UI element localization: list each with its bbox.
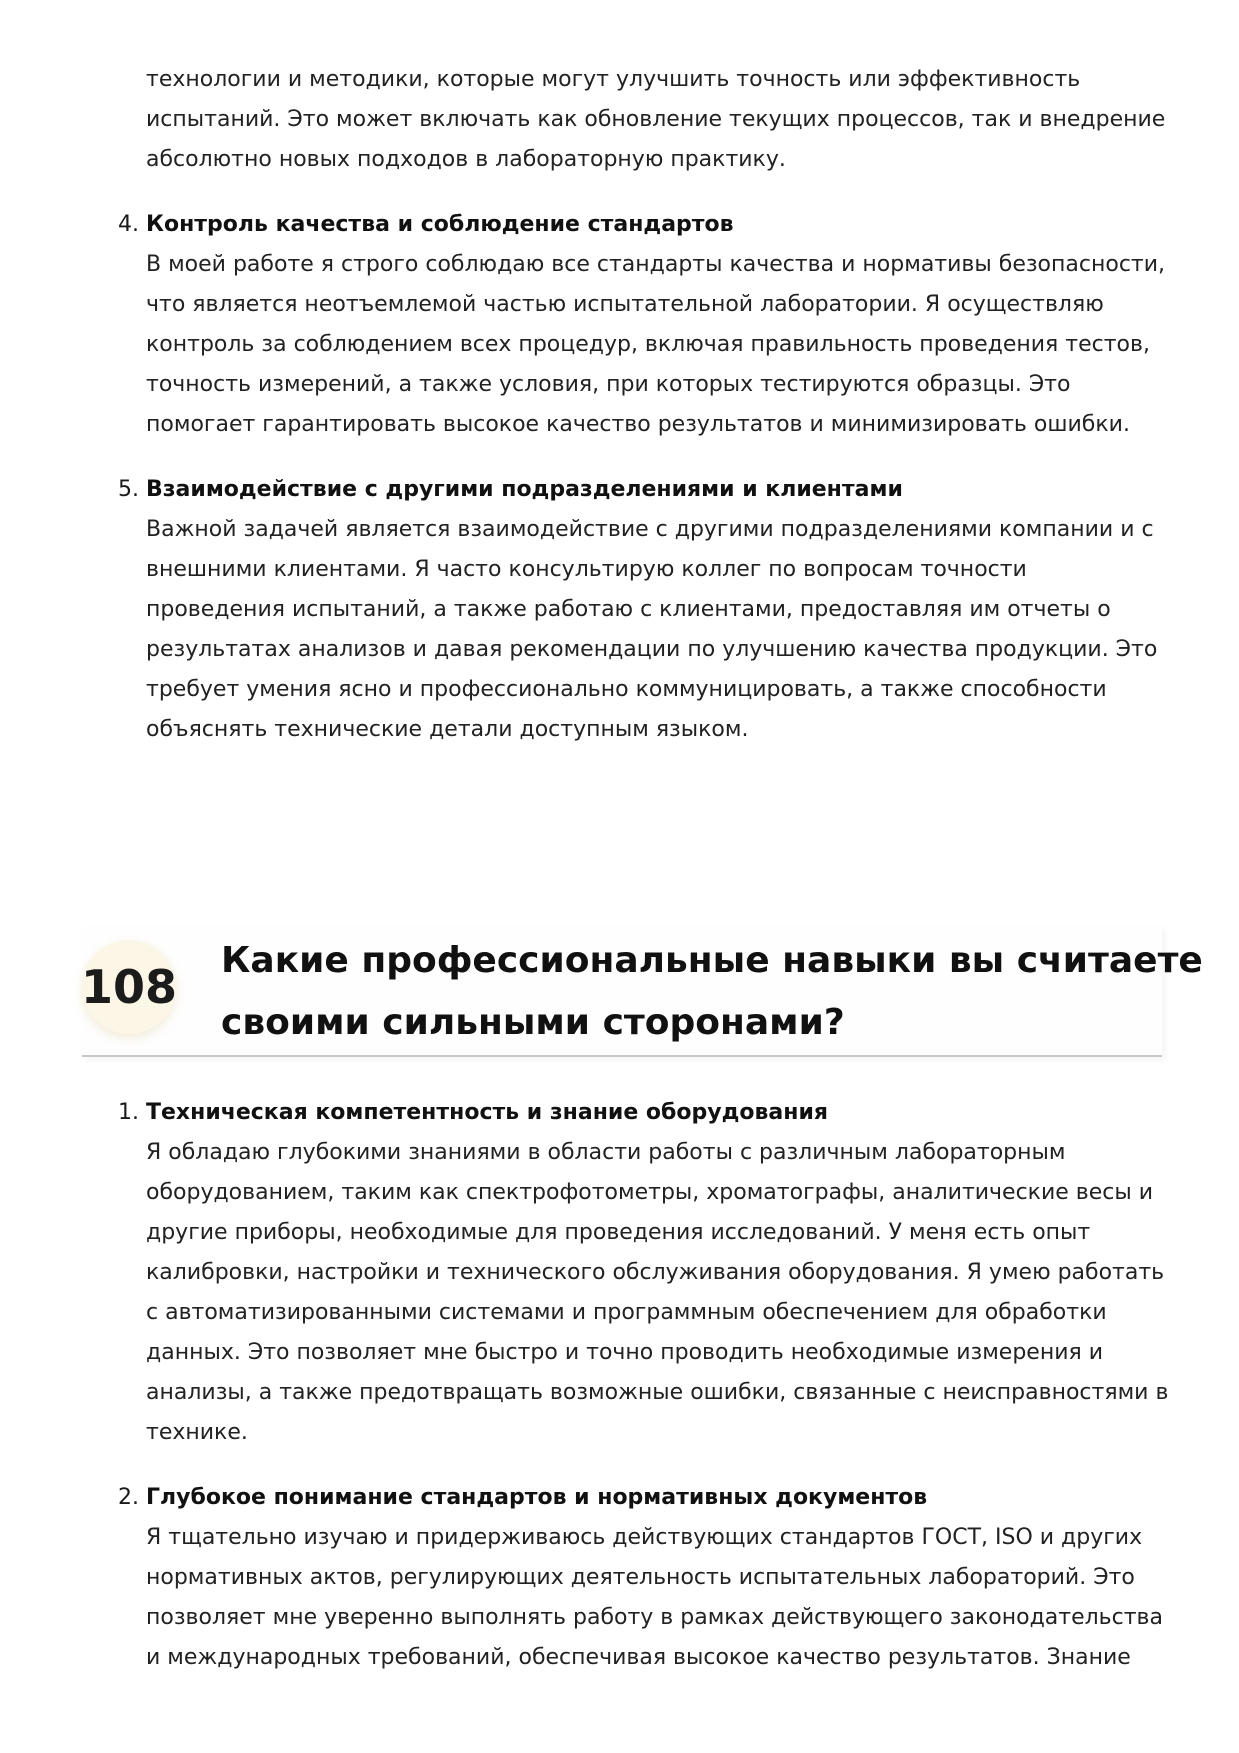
list-bottom-item-2 (0, 1478, 1164, 1678)
body-line: позволяет мне уверенно выполнять работу в рамках действующего законодательства (146, 1605, 1164, 1630)
list-item-body (146, 1518, 1164, 1678)
body-line: внешними клиентами. Я часто консультирую коллег по вопросам точности (146, 557, 1027, 582)
intro-line: абсолютно новых подходов в лабораторную практику. (146, 147, 786, 172)
body-line: данных. Это позволяет мне быстро и точно проводить необходимые измерения и (146, 1340, 1104, 1365)
question-title (221, 930, 1203, 1054)
list-item-title: Взаимодействие с другими подразделениями и клиентами (146, 477, 903, 502)
body-line: с автоматизированными системами и программным обеспечением для обработки (146, 1300, 1107, 1325)
intro-line: испытаний. Это может включать как обновление текущих процессов, так и внедрение (146, 107, 1166, 132)
list-top-item-4 (0, 205, 1166, 445)
list-item-title: Контроль качества и соблюдение стандартов (146, 212, 734, 237)
body-line: оборудованием, таким как спектрофотометры, хроматографы, аналитические весы и (146, 1180, 1154, 1205)
list-item (0, 1478, 1164, 1678)
question-number-badge: 108 (82, 940, 176, 1034)
body-line: другие приборы, необходимые для проведения исследований. У меня есть опыт (146, 1220, 1091, 1245)
list-item-number: 5. (118, 477, 139, 502)
list-item-title: Техническая компетентность и знание оборудования (146, 1100, 828, 1125)
list-top-item-5 (0, 470, 1158, 750)
body-line: результатах анализов и давая рекомендации по улучшению качества продукции. Это (146, 637, 1158, 662)
list-bottom-item-1 (0, 1093, 1169, 1453)
intro-item (0, 60, 1166, 180)
body-line: Я обладаю глубокими знаниями в области работы с различным лабораторным (146, 1140, 1066, 1165)
list-item-number: 1. (118, 1100, 139, 1125)
body-line: контроль за соблюдением всех процедур, включая правильность проведения тестов, (146, 332, 1150, 357)
body-line: Важной задачей является взаимодействие с другими подразделениями компании и с (146, 517, 1154, 542)
intro-line: технологии и методики, которые могут улучшить точность или эффективность (146, 67, 1081, 92)
body-line: Я тщательно изучаю и придерживаюсь действующих стандартов ГОСТ, ISO и других (146, 1525, 1143, 1550)
body-line: анализы, а также предотвращать возможные ошибки, связанные с неисправностями в (146, 1380, 1169, 1405)
body-line: объяснять технические детали доступным языком. (146, 717, 749, 742)
body-line: помогает гарантировать высокое качество результатов и минимизировать ошибки. (146, 412, 1130, 437)
body-line: технике. (146, 1420, 248, 1445)
intro-continuation (0, 60, 1166, 180)
intro-paragraph (146, 60, 1166, 180)
body-line: требует умения ясно и профессионально коммуницировать, а также способности (146, 677, 1107, 702)
list-item (0, 1093, 1169, 1453)
body-line: и международных требований, обеспечивая высокое качество результатов. Знание (146, 1645, 1131, 1670)
body-line: калибровки, настройки и технического обслуживания оборудования. Я умею работать (146, 1260, 1165, 1285)
list-item-title: Глубокое понимание стандартов и нормативных документов (146, 1485, 928, 1510)
list-item-number: 2. (118, 1485, 139, 1510)
question-title-line: своими сильными сторонами? (221, 1002, 845, 1043)
list-item (0, 205, 1166, 445)
list-item (0, 470, 1158, 750)
list-item-number: 4. (118, 212, 139, 237)
body-line: нормативных актов, регулирующих деятельность испытательных лабораторий. Это (146, 1565, 1135, 1590)
question-title-line: Какие профессиональные навыки вы считаете (221, 940, 1203, 981)
list-item-body (146, 245, 1166, 445)
body-line: В моей работе я строго соблюдаю все стандарты качества и нормативы безопасности, (146, 252, 1166, 277)
list-item-body (146, 510, 1158, 750)
body-line: что является неотъемлемой частью испытательной лаборатории. Я осуществляю (146, 292, 1104, 317)
body-line: проведения испытаний, а также работаю с клиентами, предоставляя им отчеты о (146, 597, 1111, 622)
list-item-body (146, 1133, 1169, 1453)
body-line: точность измерений, а также условия, при которых тестируются образцы. Это (146, 372, 1071, 397)
